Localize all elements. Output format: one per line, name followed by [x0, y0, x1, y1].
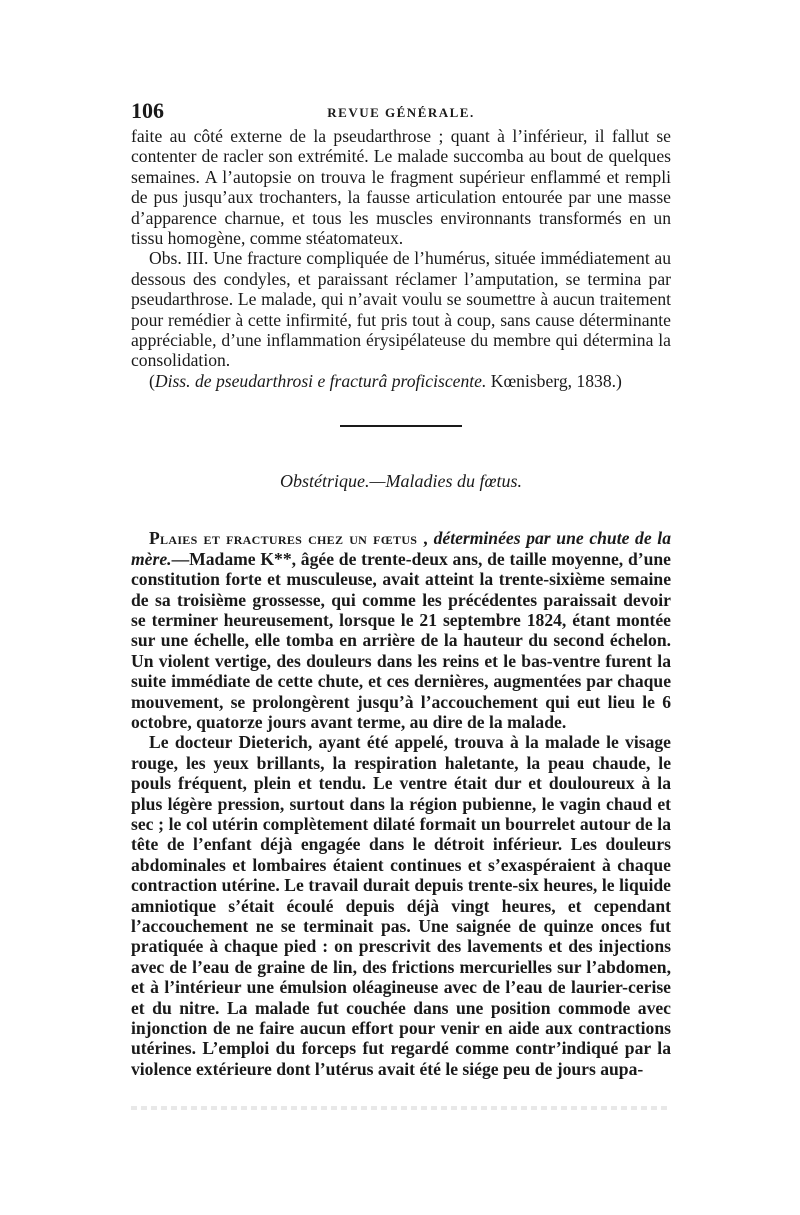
citation-title: Diss. de pseudarthrosi e fracturâ proficiscente. [154, 370, 487, 391]
article-lead-italic: déterminées par une chute de la mère. [131, 528, 671, 569]
running-title: REVUE GÉNÉRALE. [327, 105, 475, 120]
section-title: Obstétrique.—Maladies du fœtus. [280, 471, 522, 492]
page-number: 106 [131, 98, 164, 123]
citation-rest: Kœnisberg, 1838.) [486, 370, 622, 391]
bleed-through-line [131, 1106, 671, 1110]
book-page [131, 96, 671, 1079]
paragraph-obs3: Obs. III. Une fracture compliquée de l’humérus, située immédiatement au dessous des condyles, et paraissant réclamer l’amputation, se termina par pseudarthrose. Le malade, qui n’avait voulu se soumettre à aucun traitement pour remédier à cette infirmité, fut pris tout à coup, sans cause déterminante appréciable, d’une inflammation érysipélateuse du membre qui détermina la consolidation. [131, 248, 671, 371]
section-divider [340, 425, 462, 427]
citation-open: ( [149, 370, 155, 391]
article-intro-text: —Madame K**, âgée de trente-deux ans, de taille moyenne, d’une constitution forte et musculeuse, avait atteint la trente-sixième semaine de sa troisième grossesse, qui comme les précédentes paraissait devoir se terminer heureusement, lorsque le 21 septembre 1824, étant montée sur une échelle, elle tomba en arrière de la hauteur du second échelon. Un violent vertige, des douleurs dans les reins et le bas-ventre furent la suite immédiate de cette chute, et ces dernières, augmentées par chaque mouvement, se prolongèrent jusqu’à l’accouchement qui eut lieu le 6 octobre, quatorze jours avant terme, au dire de la malade. [131, 548, 671, 732]
paragraph-obs2-end: faite au côté externe de la pseudarthrose ; quant à l’inférieur, il fallut se contenter de racler son extrémité. Le malade succomba au bout de quelques semaines. A l’autopsie on trouva le fragment supérieur enflammé et rempli de pus jusqu’aux trochanters, la fausse articulation entourée par une masse d’apparence charnue, et tous les muscles environnants transformés en un tissu homogène, comme stéatomateux. [131, 126, 671, 249]
citation [131, 371, 671, 391]
paragraph-article-intro [131, 528, 671, 732]
paragraph-article-body: Le docteur Dieterich, ayant été appelé, trouva à la malade le visage rouge, les yeux brillants, la respiration haletante, la peau chaude, le pouls fréquent, plein et tendu. Le ventre était dur et douloureux à la plus légère pression, surtout dans la région pubienne, le vagin chaud et sec ; le col utérin complètement dilaté formait un bourrelet autour de la tête de l’enfant déjà engagée dans le détroit inférieur. Les douleurs abdominales et lombaires étaient continues et s’exaspéraient à chaque contraction utérine. Le travail durait depuis trente-six heures, le liquide amniotique s’était écoulé depuis déjà vingt heures, et cependant l’accouchement ne se terminait pas. Une saignée de quinze onces fut pratiquée à chaque pied : on prescrivit des lavements et des injections avec de l’eau de graine de lin, des frictions mercurielles sur l’abdomen, et à l’intérieur une émulsion oléagineuse avec de l’eau de laurier-cerise et du nitre. La malade fut couchée dans une position commode avec injonction de ne faire aucun effort pour venir en aide aux contractions utérines. L’emploi du forceps fut regardé comme contr’indiqué par la violence extérieure dont l’utérus avait été le siége peu de jours aupa- [131, 732, 671, 1079]
article-lead: Plaies et fractures chez un fœtus , [149, 528, 428, 549]
running-header [131, 96, 671, 126]
